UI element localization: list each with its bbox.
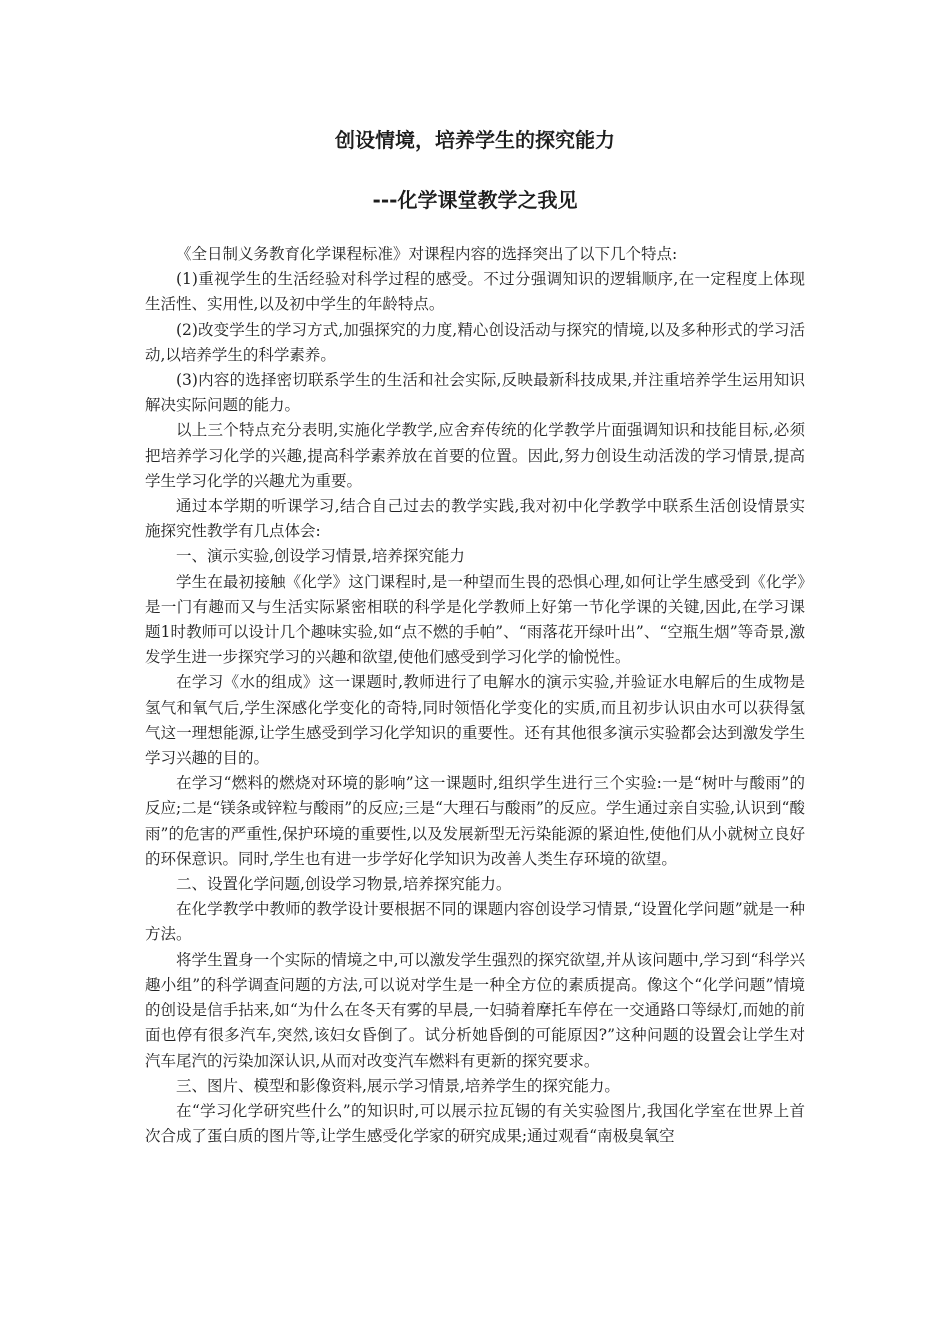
document-subtitle: ---化学课堂教学之我见	[372, 188, 578, 212]
section-heading: 二、设置化学问题,创设学习物景,培养探究能力。	[176, 875, 512, 894]
paragraph: 通过本学期的听课学习,结合自己过去的教学实践,我对初中化学教学中联系生活创设情景实施探究性教学有几点体会:	[145, 497, 805, 541]
document-body	[145, 242, 805, 1149]
paragraph: 学生在最初接触《化学》这门课程时,是一种望而生畏的恐惧心理,如何让学生感受到《化学》是一门有趣而又与生活实际紧密相联的科学是化学教师上好第一节化学课的关键,因此,在学习课题1时教师可以设计几个趣味实验,如“点不燃的手帕”、“雨落花开绿叶出”、“空瓶生烟”等奇景,激发学生进一步探究学习的兴趣和欲望,使他们感受到学习化学的愉悦性。	[145, 572, 805, 667]
paragraph: 以上三个特点充分表明,实施化学教学,应舍弃传统的化学教学片面强调知识和技能目标,必须把培养学习化学的兴趣,提高科学素养放在首要的位置。因此,努力创设生动活泼的学习情景,提高学生学习化学的兴趣尤为重要。	[145, 421, 805, 490]
paragraph: (3)内容的选择密切联系学生的生活和社会实际,反映最新科技成果,并注重培养学生运用知识解决实际问题的能力。	[145, 371, 805, 415]
paragraph: 《全日制义务教育化学课程标准》对课程内容的选择突出了以下几个特点:	[176, 245, 678, 263]
paragraph: (2)改变学生的学习方式,加强探究的力度,精心创设活动与探究的情境,以及多种形式的学习活动,以培养学生的科学素养。	[145, 320, 805, 364]
paragraph: 在化学教学中教师的教学设计要根据不同的课题内容创设学习情景,“设置化学问题”就是一种方法。	[145, 900, 805, 944]
paragraph: 在“学习化学研究些什么”的知识时,可以展示拉瓦锡的有关实验图片,我国化学室在世界上首次合成了蛋白质的图片等,让学生感受化学家的研究成果;通过观看“南极臭氧空	[145, 1101, 805, 1146]
section-heading: 一、演示实验,创设学习情景,培养探究能力	[176, 547, 465, 566]
paragraph: 将学生置身一个实际的情境之中,可以激发学生强烈的探究欲望,并从该问题中,学习到“科学兴趣小组”的科学调查问题的方法,可以说对学生是一种全方位的素质提高。像这个“化学问题”情境的创设是信手拈来,如“为什么在冬天有雾的早晨,一妇骑着摩托车停在一交通路口等绿灯,而她的前面也停有很多汽车,突然,该妇女昏倒了。试分析她昏倒的可能原因?”这种问题的设置会让学生对汽车尾汽的污染加深认识,从而对改变汽车燃料有更新的探究要求。	[145, 950, 805, 1070]
document-title: 创设情境，培养学生的探究能力	[335, 128, 615, 152]
paragraph: 在学习“燃料的燃烧对环境的影响”这一课题时,组织学生进行三个实验:一是“树叶与酸雨”的反应;二是“镁条或锌粒与酸雨”的反应;三是“大理石与酸雨”的反应。学生通过亲自实验,认识到“酸雨”的危害的严重性,保护环境的重要性,以及发展新型无污染能源的紧迫性,使他们从小就树立良好的环保意识。同时,学生也有进一步学好化学知识为改善人类生存环境的欲望。	[145, 774, 805, 868]
paragraph: (1)重视学生的生活经验对科学过程的感受。不过分强调知识的逻辑顺序,在一定程度上体现生活性、实用性,以及初中学生的年龄特点。	[145, 270, 805, 314]
paragraph: 在学习《水的组成》这一课题时,教师进行了电解水的演示实验,并验证水电解后的生成物是氢气和氧气后,学生深感化学变化的奇特,同时领悟化学变化的实质,而且初步认识由水可以获得氢气这一理想能源,让学生感受到学习化学知识的重要性。还有其他很多演示实验都会达到激发学生学习兴趣的目的。	[145, 673, 805, 768]
section-heading: 三、图片、模型和影像资料,展示学习情景,培养学生的探究能力。	[176, 1076, 620, 1095]
